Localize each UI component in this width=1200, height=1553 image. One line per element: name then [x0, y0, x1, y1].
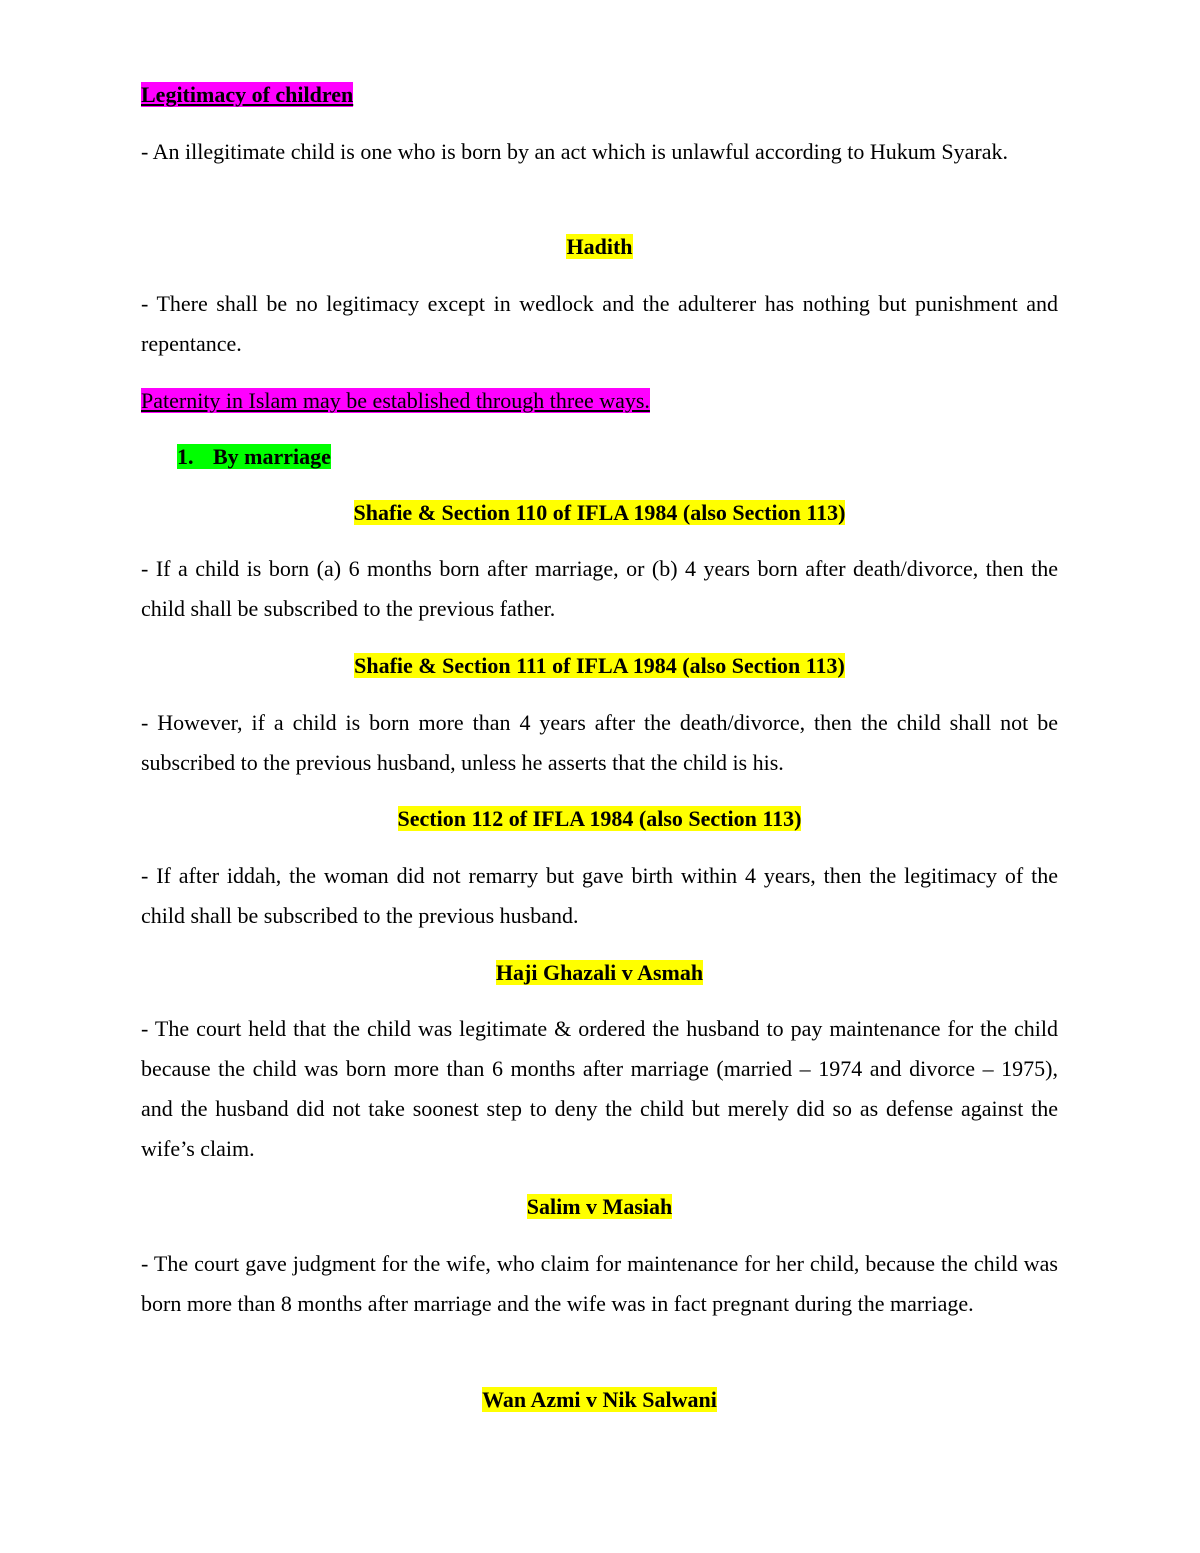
case-paragraph: - The court held that the child was legitimate & ordered the husband to pay maintenance for the child because the child was born more than 6 months after marriage (married – 1974 and divorce – 1975), and the husband did not take soonest step to deny the child but merely did so as defense against the wife’s claim.: [141, 1016, 1058, 1161]
list-item-label: By marriage: [213, 444, 331, 469]
title-text: Legitimacy of children: [141, 82, 354, 107]
paternity-heading: [141, 381, 1058, 421]
section-heading-text: Shafie & Section 110 of IFLA 1984 (also Section 113): [353, 500, 846, 525]
case-heading-text: Haji Ghazali v Asmah: [495, 960, 704, 985]
section-heading-text: Section 112 of IFLA 1984 (also Section 113): [397, 806, 802, 831]
hadith-heading: [141, 227, 1058, 267]
section-heading: [141, 646, 1058, 686]
list-item-number: 1.: [177, 444, 194, 469]
section-heading: [141, 493, 1058, 533]
section-paragraph: - However, if a child is born more than 4 years after the death/divorce, then the child shall not be subscribed to the previous husband, unless he asserts that the child is his.: [141, 710, 1058, 775]
section-heading: [141, 799, 1058, 839]
document-title: [141, 75, 1058, 115]
case-heading: [141, 1380, 1058, 1420]
case-heading-text: Wan Azmi v Nik Salwani: [482, 1387, 717, 1412]
case-paragraph: - The court gave judgment for the wife, who claim for maintenance for her child, because the child was born more than 8 months after marriage and the wife was in fact pregnant during the marriage.: [141, 1251, 1058, 1316]
section-heading-text: Shafie & Section 111 of IFLA 1984 (also Section 113): [354, 653, 845, 678]
list-item-by-marriage: [177, 437, 1058, 477]
case-heading: [141, 953, 1058, 993]
list-item-highlight: [177, 444, 331, 469]
case-heading: [141, 1187, 1058, 1227]
intro-paragraph: - An illegitimate child is one who is born by an act which is unlawful according to Hukum Syarak.: [141, 139, 1008, 164]
case-heading-text: Salim v Masiah: [526, 1194, 673, 1219]
section-paragraph: - If after iddah, the woman did not remarry but gave birth within 4 years, then the legitimacy of the child shall be subscribed to the previous husband.: [141, 863, 1058, 928]
section-paragraph: - If a child is born (a) 6 months born after marriage, or (b) 4 years born after death/divorce, then the child shall be subscribed to the previous father.: [141, 556, 1058, 621]
hadith-heading-text: Hadith: [566, 234, 633, 259]
paternity-heading-text: Paternity in Islam may be established through three ways.: [141, 388, 650, 413]
hadith-paragraph: - There shall be no legitimacy except in wedlock and the adulterer has nothing but punishment and repentance.: [141, 291, 1058, 356]
